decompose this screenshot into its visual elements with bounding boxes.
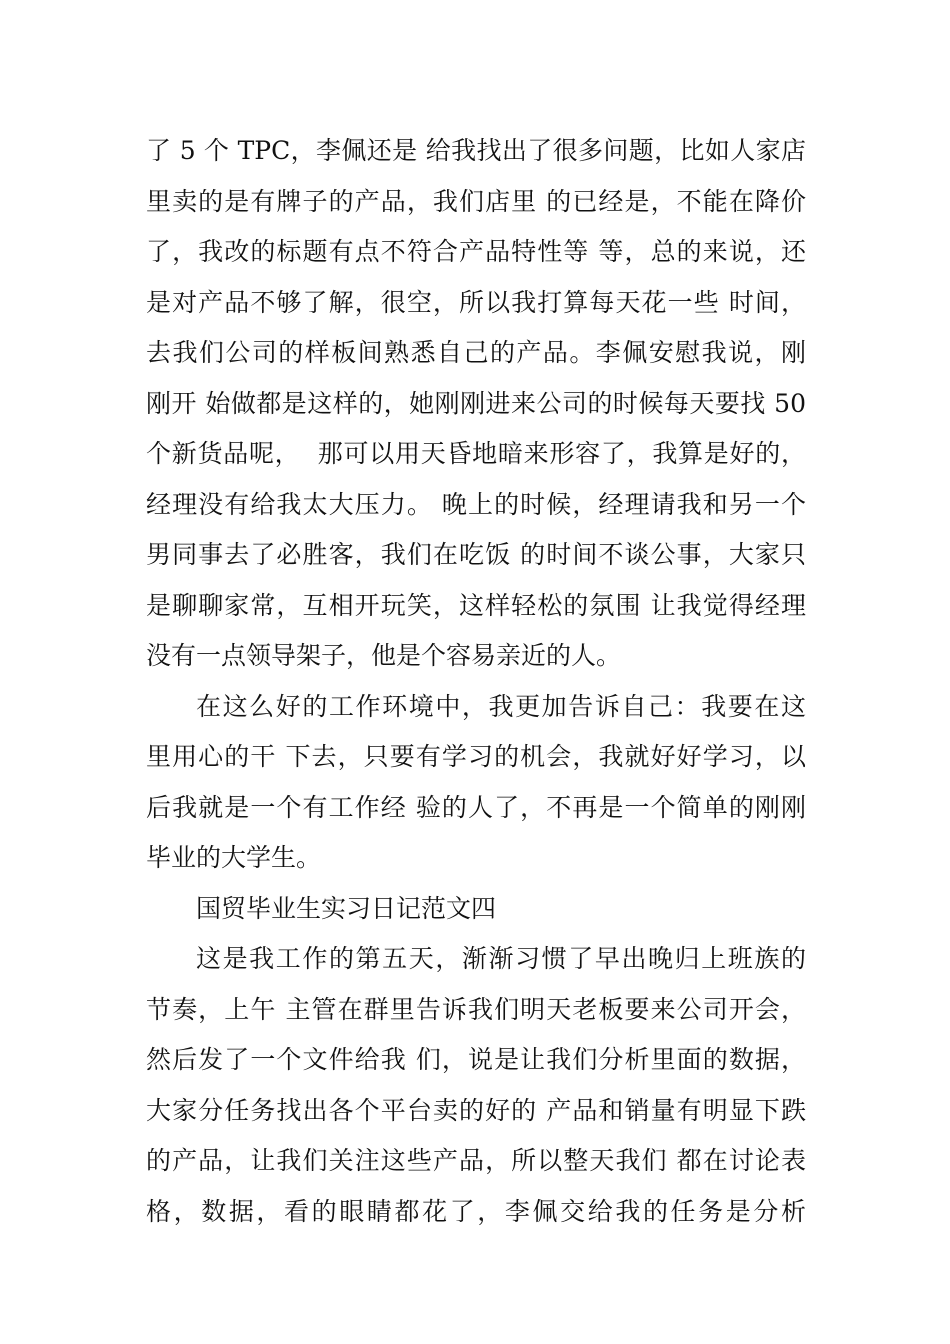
text-line: 格，数据，看的眼睛都花了，李佩交给我的任务是分析 <box>146 1196 806 1226</box>
section-heading <box>146 884 806 935</box>
text-line: 毕业的大学生。 <box>146 843 322 872</box>
text-line: 的产品，让我们关注这些产品，所以整天我们 都在讨论表 <box>146 1146 806 1175</box>
text-line: 了 5 个 TPC，李佩还是 给我找出了很多问题，比如人家店 <box>146 136 806 165</box>
text-line: 节奏，上午 主管在群里告诉我们明天老板要来公司开会， <box>146 994 806 1024</box>
text-line: 男同事去了必胜客，我们在吃饭 的时间不谈公事，大家只 <box>146 540 806 569</box>
document-body <box>146 126 806 1237</box>
heading-text: 国贸毕业生实习日记范文四 <box>196 893 497 923</box>
text-line: 在这么好的工作环境中，我更加告诉自己：我要在这 <box>196 691 806 721</box>
paragraph-1 <box>146 126 806 682</box>
paragraph-2 <box>146 682 806 884</box>
text-line: 个新货品呢， 那可以用天昏地暗来形容了，我算是好的， <box>146 439 806 468</box>
text-line: 经理没有给我太大压力。 晚上的时候，经理请我和另一个 <box>146 489 806 519</box>
text-line: 是对产品不够了解，很空，所以我打算每天花一些 时间， <box>146 287 806 317</box>
text-line: 没有一点领导架子，他是个容易亲近的人。 <box>146 641 622 670</box>
text-line: 去我们公司的样板间熟悉自己的产品。李佩安慰我说，刚 <box>146 338 806 367</box>
text-line: 大家分任务找出各个平台卖的好的 产品和销量有明显下跌 <box>146 1095 806 1125</box>
text-line: 是聊聊家常，互相开玩笑，这样轻松的氛围 让我觉得经理 <box>146 590 806 620</box>
text-line: 里卖的是有牌子的产品，我们店里 的已经是，不能在降价 <box>146 186 806 216</box>
text-line: 后我就是一个有工作经 验的人了，不再是一个简单的刚刚 <box>146 792 806 822</box>
text-line: 然后发了一个文件给我 们，说是让我们分析里面的数据， <box>146 1045 806 1074</box>
text-line: 了，我改的标题有点不符合产品特性等 等，总的来说，还 <box>146 237 806 266</box>
text-line: 刚开 始做都是这样的，她刚刚进来公司的时候每天要找 50 <box>146 388 806 418</box>
text-line: 这是我工作的第五天，渐渐习惯了早出晚归上班族的 <box>196 944 806 973</box>
text-line: 里用心的干 下去，只要有学习的机会，我就好好学习，以 <box>146 742 806 771</box>
paragraph-3 <box>146 934 806 1237</box>
